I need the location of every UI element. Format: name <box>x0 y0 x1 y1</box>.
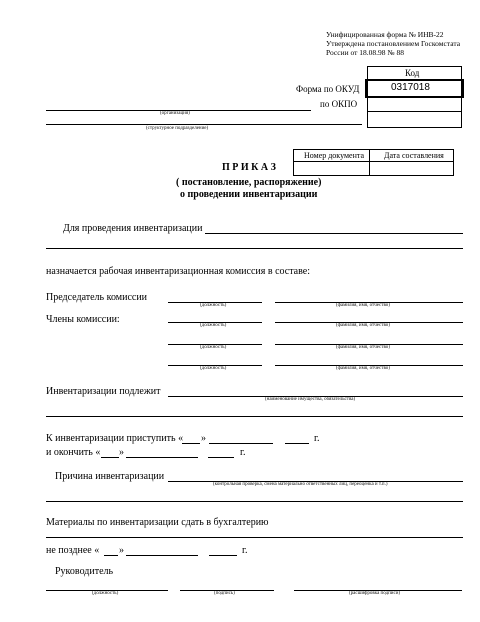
form-header-line2: Утверждена постановлением Госкомстата <box>326 39 461 48</box>
end-year-suffix: г. <box>240 447 246 458</box>
start-month-field[interactable] <box>209 443 273 444</box>
property-caption: (наименование имущества, обязательства) <box>265 397 356 402</box>
member3-position-caption: (должность) <box>200 366 227 371</box>
end-day-field[interactable] <box>101 457 119 458</box>
document-number-cell[interactable] <box>293 162 369 176</box>
head-label: Руководитель <box>55 566 114 577</box>
head-signature-caption: (подпись) <box>214 591 235 596</box>
order-subtitle: ( постановление, распоряжение) <box>176 177 322 188</box>
chairman-position-caption: (должность) <box>200 303 227 308</box>
member1-name-caption: (фамилия, имя, отчество) <box>336 323 390 328</box>
member3-name-caption: (фамилия, имя, отчество) <box>336 366 390 371</box>
for-inventory-field[interactable] <box>205 233 463 234</box>
member1-position-caption: (должность) <box>200 323 227 328</box>
end-quote-close: » <box>119 447 124 458</box>
chairman-name-caption: (фамилия, имя, отчество) <box>336 303 390 308</box>
deadline-day-field[interactable] <box>104 555 118 556</box>
start-year-field[interactable] <box>285 443 309 444</box>
code-column-header: Код <box>405 68 420 78</box>
member2-position-caption: (должность) <box>200 345 227 350</box>
start-day-field[interactable] <box>182 443 200 444</box>
okpo-value-cell[interactable] <box>367 97 462 111</box>
okpo-label: по ОКПО <box>320 99 358 109</box>
head-name-caption: (расшифровка подписи) <box>349 591 401 596</box>
end-date-label: и окончить « <box>46 447 101 458</box>
organization-caption: (организация) <box>160 111 190 116</box>
okud-label: Форма по ОКУД <box>296 84 360 94</box>
document-date-label: Дата составления <box>384 151 444 160</box>
reason-field-2[interactable] <box>46 501 463 502</box>
materials-text: Материалы по инвентаризации сдать в бухгалтерию <box>46 517 269 528</box>
end-year-field[interactable] <box>208 457 234 458</box>
start-year-suffix: г. <box>314 433 320 444</box>
deadline-label: не позднее « <box>46 545 100 556</box>
department-field[interactable] <box>46 124 362 125</box>
end-month-field[interactable] <box>126 457 198 458</box>
reason-caption: (контрольная проверка, смена материально ответственных лиц, переоценка и т.п.) <box>213 482 388 487</box>
member2-name-caption: (фамилия, имя, отчество) <box>336 345 390 350</box>
head-position-caption: (должность) <box>92 591 119 596</box>
subject-to-label: Инвентаризации подлежит <box>46 386 161 397</box>
property-field-2[interactable] <box>46 416 463 417</box>
deadline-year-suffix: г. <box>242 545 248 556</box>
start-quote-close: » <box>201 433 206 444</box>
form-header-line3: России от 18.08.98 № 88 <box>326 48 404 57</box>
order-title: П Р И К А З <box>222 162 276 173</box>
for-inventory-field-2[interactable] <box>46 248 463 249</box>
document-date-cell[interactable] <box>370 162 454 176</box>
members-label: Члены комиссии: <box>46 314 120 325</box>
form-header-line1: Унифицированная форма № ИНВ-22 <box>326 30 444 39</box>
okud-value: 0317018 <box>391 82 430 93</box>
order-subject: о проведении инвентаризации <box>180 189 318 200</box>
deadline-quote-close: » <box>119 545 124 556</box>
start-date-label: К инвентаризации приступить « <box>46 433 184 444</box>
reason-label: Причина инвентаризации <box>55 471 165 482</box>
deadline-year-field[interactable] <box>209 555 237 556</box>
commission-assigned-text: назначается рабочая инвентаризационная комиссия в составе: <box>46 266 310 277</box>
department-caption: (структурное подразделение) <box>146 126 209 131</box>
deadline-month-field[interactable] <box>126 555 198 556</box>
for-inventory-label: Для проведения инвентаризации <box>63 223 203 234</box>
materials-field[interactable] <box>46 537 463 538</box>
chairman-label: Председатель комиссии <box>46 292 148 303</box>
document-number-label: Номер документа <box>304 151 365 160</box>
